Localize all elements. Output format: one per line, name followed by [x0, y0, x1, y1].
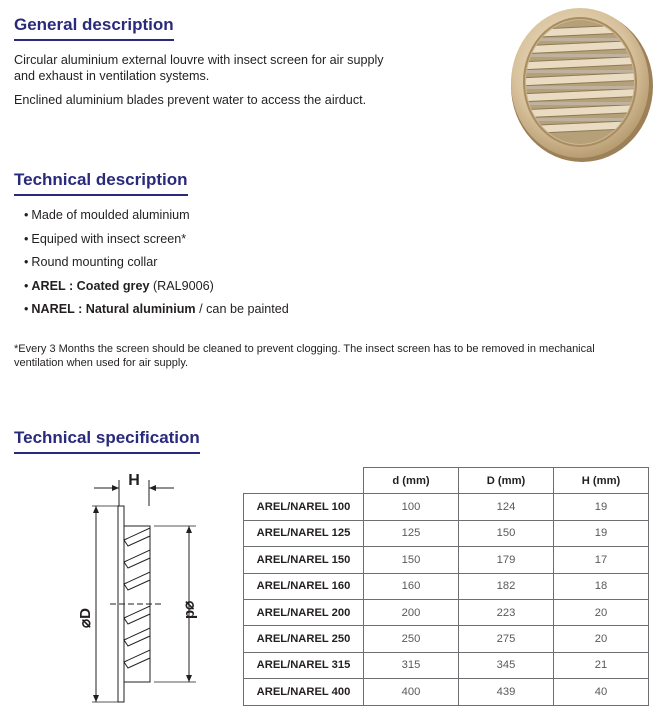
h-cell: 21	[554, 652, 649, 678]
feature-list	[24, 207, 289, 325]
model-cell: AREL/NAREL 150	[244, 547, 364, 573]
dimension-h-label: H	[128, 472, 140, 489]
h-cell: 20	[554, 626, 649, 652]
h-cell: 17	[554, 547, 649, 573]
model-cell: AREL/NAREL 160	[244, 573, 364, 599]
table-row	[244, 520, 649, 546]
table-row	[244, 652, 649, 678]
h-cell: 40	[554, 679, 649, 705]
technical-description-heading: Technical description	[14, 170, 188, 196]
table-row	[244, 599, 649, 625]
big-d-cell: 223	[459, 599, 554, 625]
arel-label: AREL : Coated grey	[31, 278, 150, 293]
model-cell: AREL/NAREL 250	[244, 626, 364, 652]
column-header-small-d: d (mm)	[364, 468, 459, 494]
model-cell: AREL/NAREL 200	[244, 599, 364, 625]
small-d-cell: 125	[364, 520, 459, 546]
table-row	[244, 679, 649, 705]
feature-item: • AREL : Coated grey (RAL9006)	[24, 278, 214, 293]
small-d-cell: 250	[364, 626, 459, 652]
dimension-small-d-label: ⌀d	[182, 600, 199, 620]
h-cell: 19	[554, 494, 649, 520]
h-cell: 19	[554, 520, 649, 546]
column-header-big-d: D (mm)	[459, 468, 554, 494]
table-header-blank	[244, 468, 364, 494]
table-row	[244, 494, 649, 520]
big-d-cell: 345	[459, 652, 554, 678]
table-row	[244, 547, 649, 573]
louvre-cross-section-drawing	[70, 466, 200, 716]
big-d-cell: 275	[459, 626, 554, 652]
table-row	[244, 626, 649, 652]
big-d-cell: 439	[459, 679, 554, 705]
h-cell: 18	[554, 573, 649, 599]
table-row	[244, 573, 649, 599]
small-d-cell: 200	[364, 599, 459, 625]
big-d-cell: 179	[459, 547, 554, 573]
narel-label: NAREL : Natural aluminium	[31, 302, 196, 317]
big-d-cell: 124	[459, 494, 554, 520]
dimension-big-d-label: ⌀D	[77, 608, 94, 628]
big-d-cell: 182	[459, 573, 554, 599]
blades-paragraph: Enclined aluminium blades prevent water to access the airduct.	[14, 93, 367, 107]
column-header-h: H (mm)	[554, 468, 649, 494]
technical-specification-heading: Technical specification	[14, 428, 200, 454]
specification-table	[243, 467, 649, 706]
small-d-cell: 315	[364, 652, 459, 678]
feature-item: • NAREL : Natural aluminium / can be painted	[24, 302, 289, 317]
general-description-heading: General description	[14, 15, 174, 41]
feature-item: • Made of moulded aluminium	[24, 208, 190, 222]
feature-item: • Round mounting collar	[24, 255, 158, 270]
general-description-line-2: and exhaust in ventilation systems.	[14, 69, 210, 83]
h-cell: 20	[554, 599, 649, 625]
model-cell: AREL/NAREL 400	[244, 679, 364, 705]
small-d-cell: 100	[364, 494, 459, 520]
maintenance-note: *Every 3 Months the screen should be cleaned to prevent clogging. The insect screen has to be removed in mechanical ventilation when used for air supply.	[14, 343, 595, 369]
general-description-paragraph	[14, 52, 434, 84]
small-d-cell: 400	[364, 679, 459, 705]
table-header-row	[244, 468, 649, 494]
general-description-line-1: Circular aluminium external louvre with insect screen for air supply	[14, 53, 384, 67]
small-d-cell: 150	[364, 547, 459, 573]
model-cell: AREL/NAREL 125	[244, 520, 364, 546]
big-d-cell: 150	[459, 520, 554, 546]
small-d-cell: 160	[364, 573, 459, 599]
louvre-product-image	[508, 6, 653, 163]
feature-item: • Equiped with insect screen*	[24, 231, 187, 246]
model-cell: AREL/NAREL 315	[244, 652, 364, 678]
model-cell: AREL/NAREL 100	[244, 494, 364, 520]
